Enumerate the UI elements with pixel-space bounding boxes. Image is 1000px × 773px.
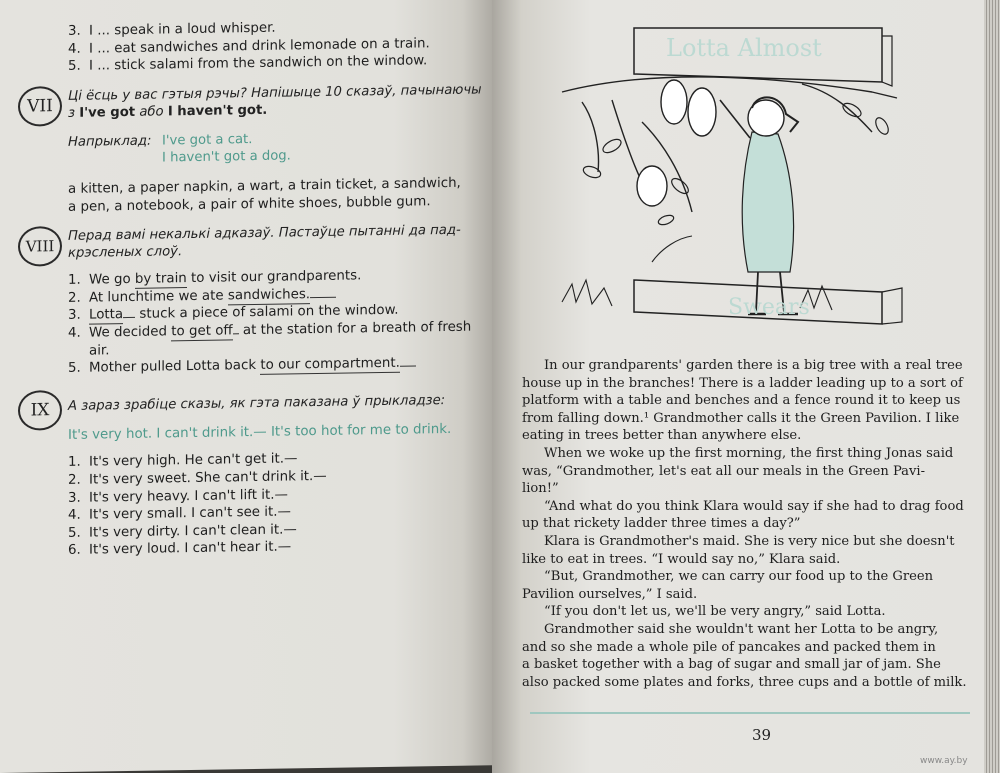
story-line: Klara is Grandmother's maid. She is very nice but she doesn't — [544, 533, 955, 549]
story-line: “And what do you think Klara would say if she had to drag food — [544, 498, 964, 514]
underlined-word: to get off — [171, 323, 233, 340]
task-viii — [25, 221, 492, 377]
task-instruction: А зараз зрабіце сказы, як гэта паказана ў прыкладзе: — [68, 392, 446, 414]
underlined-word: by train — [134, 271, 187, 288]
task-instruction-line2: з I've got або I haven't got. — [68, 102, 268, 121]
story-line: was, “Grandmother, let's eat all our meals in the Green Pavi- — [522, 463, 925, 479]
story-line: and so she made a whole pile of pancakes and packed them in — [522, 639, 936, 655]
story-line: platform with a table and benches and a fence round it to keep us — [522, 393, 961, 409]
story-line: “If you don't let us, we'll be very angry,” said Lotta. — [544, 604, 886, 620]
story-line: lion!” — [522, 481, 559, 497]
list-item: 4. It's very small. I can't see it.— — [68, 504, 291, 524]
underlined-word: to our compartment. — [260, 355, 400, 374]
left-page — [0, 0, 492, 773]
word-list: a kitten, a paper napkin, a wart, a train ticket, a sandwich, a pen, a notebook, a pair of white shoes, bubble gum. — [68, 175, 461, 215]
story-illustration — [552, 22, 952, 332]
story-line: Grandmother said she wouldn't want her Lotta to be angry, — [544, 621, 939, 637]
list-item: 2. It's very sweet. She can't drink it.— — [68, 468, 327, 488]
task-number-badge: IX — [18, 390, 62, 431]
list-item: 5. Mother pulled Lotta back to our compartment. — [68, 353, 492, 377]
task-instruction: Ці ёсць у вас гэтыя рэчы? Напішыце 10 сказаў, пачынаючы — [68, 82, 482, 104]
list-item: 5. I ... stick salami from the sandwich on the window. — [68, 53, 428, 75]
list-item: 3. It's very heavy. I can't lift it.— — [68, 486, 288, 506]
list-item: 1. We go by train to visit our grandparents. — [68, 268, 362, 289]
task-vii — [27, 81, 492, 216]
example-label: Напрыклад: — [68, 133, 152, 150]
list-item: air. — [89, 342, 110, 359]
story-line: Pavilion ourselves,” I said. — [522, 586, 698, 602]
page-number: 39 — [752, 726, 772, 744]
list-item: 5. It's very dirty. I can't clean it.— — [68, 522, 297, 541]
underlined-word: Lotta — [89, 307, 124, 323]
task-number-badge: VII — [18, 86, 62, 127]
list-item: 6. It's very loud. I can't hear it.— — [68, 539, 292, 559]
story-line: house up in the branches! There is a ladder leading up to a sort of — [522, 375, 963, 391]
example-block — [68, 127, 492, 169]
answer-list — [68, 265, 492, 377]
exercise-list — [68, 448, 492, 560]
story-line: In our grandparents' garden there is a big tree with a real tree — [544, 358, 963, 373]
task-number-badge: VIII — [18, 226, 62, 267]
right-page — [492, 0, 984, 773]
story-line: “But, Grandmother, we can carry our food up to the Green — [544, 569, 934, 585]
story-text — [522, 357, 968, 691]
footer-rule — [530, 712, 970, 714]
watermark: www.ay.by — [920, 756, 968, 766]
story-line: from falling down.¹ Grandmother calls it the Green Pavilion. I like — [522, 410, 960, 426]
banner-title-top: Lotta Almost — [666, 34, 822, 62]
example-lines: I've got a cat. I haven't got a dog. — [162, 131, 291, 166]
list-item: 4. We decided to get off at the station for a breath of fresh — [68, 319, 472, 341]
pears-icon — [637, 80, 716, 206]
task-instruction: Перад вамі некалькі адказаў. Пастаўце пытанні да пад- — [68, 222, 461, 245]
tree-branch-icon — [562, 77, 897, 212]
story-line: like to eat in trees. “I would say no,” Klara said. — [522, 551, 841, 567]
underlined-word: sandwiches. — [227, 286, 311, 304]
list-item: 1. It's very high. He can't get it.— — [68, 451, 298, 471]
story-line: When we woke up the first morning, the first thing Jonas said — [544, 445, 954, 461]
banner-title-bottom: Swears — [728, 295, 810, 320]
list-item: 2. At lunchtime we ate sandwiches. — [68, 283, 492, 307]
task-ix — [30, 385, 492, 560]
list-item: 3. I ... speak in a loud whisper. — [68, 20, 276, 39]
story-line: a basket together with a bag of sugar and small jar of jam. She — [522, 657, 941, 673]
list-item: 3. Lotta stuck a piece of salami on the window. — [68, 303, 399, 324]
book-page-edges — [984, 0, 1000, 773]
list-item: 4. I ... eat sandwiches and drink lemonade on a train. — [68, 35, 430, 57]
task-instruction-line2: крэсленых слоў. — [68, 244, 183, 262]
exercise-top-list — [68, 16, 492, 75]
example-sentence: It's very hot. I can't drink it.— It's too hot for me to drink. — [68, 421, 452, 443]
story-line: up that rickety ladder three times a day?” — [522, 516, 801, 532]
title-banner-bottom — [634, 280, 902, 324]
story-line: eating in trees better than anywhere else. — [522, 428, 802, 444]
girl-figure-icon — [720, 97, 798, 314]
story-line: also packed some plates and forks, three cups and a bottle of milk. — [522, 674, 967, 690]
